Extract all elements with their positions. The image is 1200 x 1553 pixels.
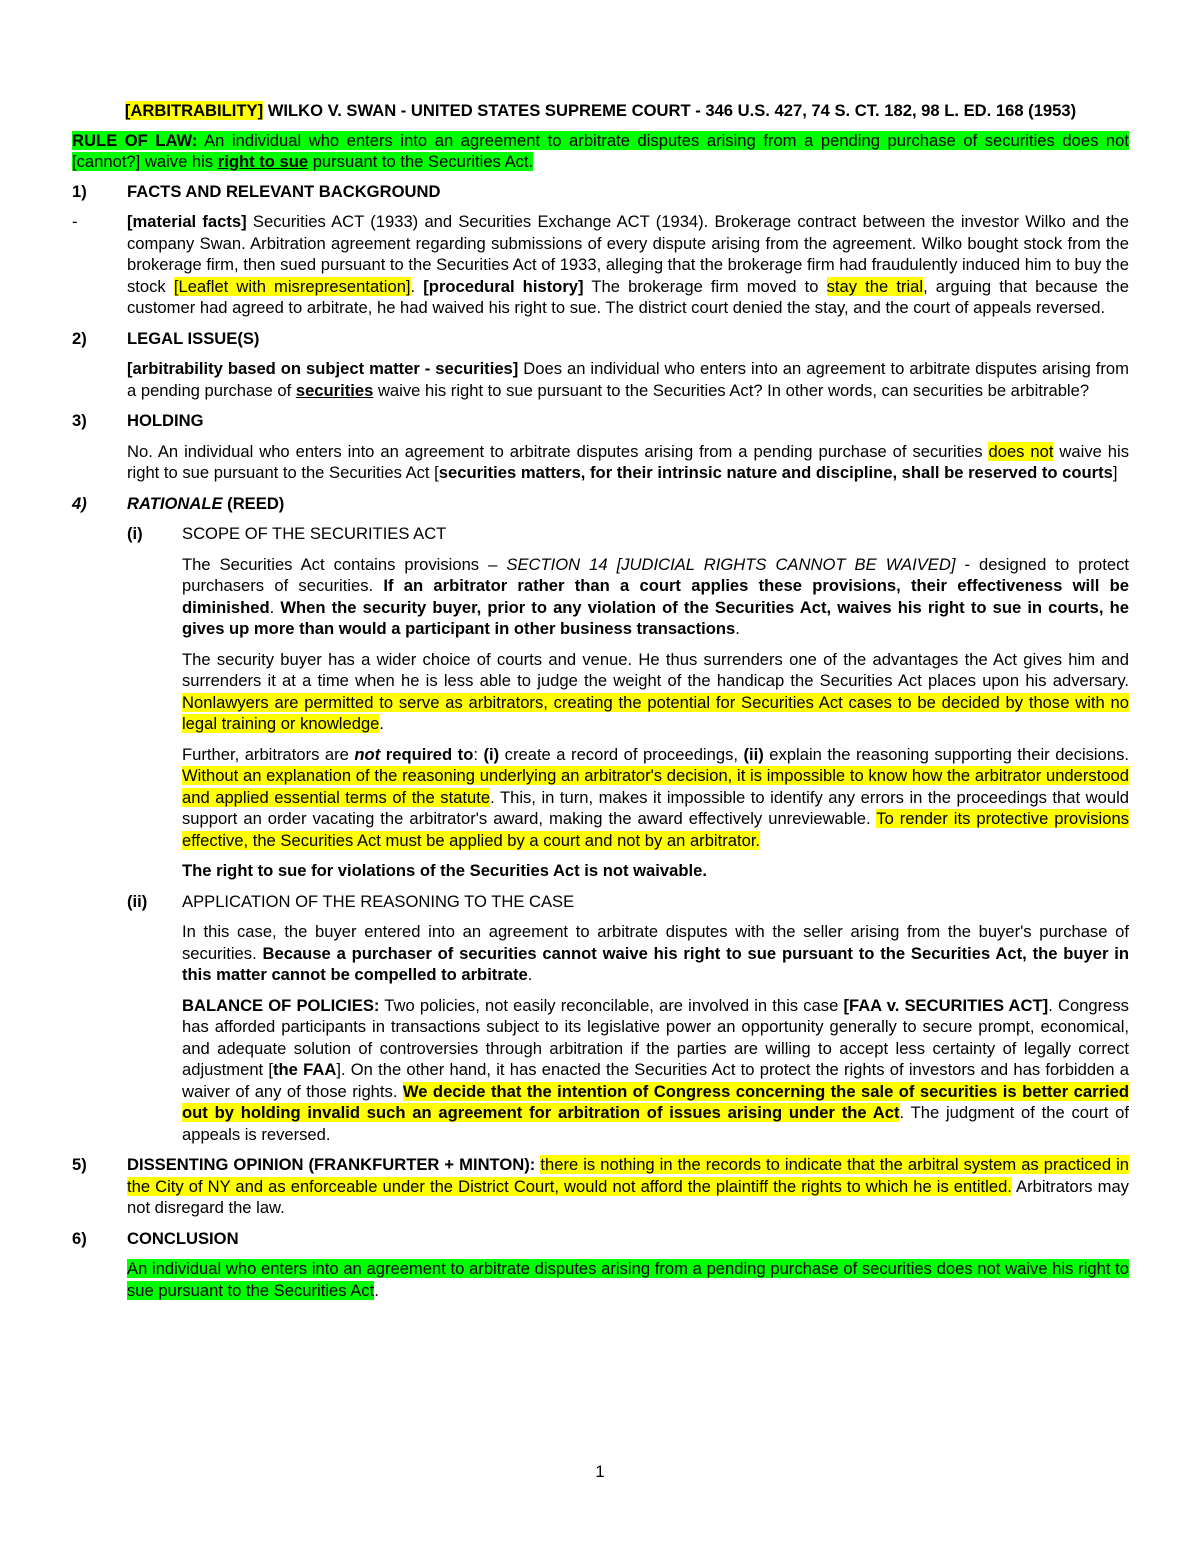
- bold-text: the FAA: [273, 1060, 337, 1079]
- holding-bold: securities matters, for their intrinsic nature and discipline, shall be reserved to courts: [438, 463, 1113, 482]
- bold-text: (ii): [743, 744, 764, 764]
- page-number: 1: [595, 1462, 605, 1481]
- facts-highlight-1: [Leaflet with misrepresentation]: [173, 276, 411, 296]
- holding-text-1: No. An individual who enters into an agreement to arbitrate disputes arising from a pending purchase of securities: [127, 441, 989, 461]
- scope-paragraph-3: [182, 744, 1129, 852]
- text: . This, in turn, makes it impossible to identify any errors in the proceedings that would support an order vacating the arbitrator's award, making the award effectively unreviewable.: [182, 787, 1129, 828]
- text: explain the reasoning supporting their decisions.: [763, 744, 1129, 764]
- bold-text: required to: [380, 744, 474, 764]
- bold-text: When the security buyer, prior to any violation of the Securities Act, waives his right to sue in courts, he gives up more than would a participant in other business transactions: [182, 597, 1129, 638]
- dissent-heading: DISSENTING OPINION (FRANKFURTER + MINTON):: [127, 1155, 536, 1174]
- title-text: WILKO V. SWAN - UNITED STATES SUPREME COURT - 346 U.S. 427, 74 S. CT. 182, 98 L. ED. 168 (1953): [263, 101, 1077, 120]
- issue-underlined: securities: [295, 380, 374, 400]
- section-title: CONCLUSION: [127, 1228, 239, 1248]
- section-number: 2): [72, 328, 87, 348]
- facts-text-2: .: [410, 276, 424, 296]
- facts-tag: [material facts]: [127, 212, 247, 231]
- subsection-number: (ii): [127, 891, 148, 911]
- balance-label: BALANCE OF POLICIES:: [182, 995, 380, 1015]
- rule-text-2: right to sue: [217, 152, 309, 171]
- text: .: [379, 714, 385, 733]
- facts-text-1: Securities ACT (1933) and Securities Exchange ACT (1934). Brokerage contract between the investor Wilko and the company Swan. Arbitration agreement regarding submissions of every dispute arising from the agreement. Wilko bought stock from the brokerage firm, then sued pursuant to the Securities Act of 1933, alleging that the brokerage firm had fraudulently induced him to buy the stock: [127, 212, 1130, 296]
- issue-tag: [arbitrability based on subject matter - securities]: [127, 359, 519, 378]
- text: .: [527, 965, 533, 984]
- text: . The judgment of the court of appeals is reversed.: [182, 1103, 1129, 1144]
- text: create a record of proceedings,: [499, 744, 744, 764]
- procedural-tag: [procedural history]: [423, 276, 584, 296]
- scope-paragraph-2: [182, 649, 1129, 735]
- section-3-heading: [72, 410, 1129, 432]
- highlight: Nonlawyers are permitted to serve as arbitrators, creating the potential for Securities Act cases to be decided by those with no legal training or knowledge: [182, 692, 1129, 733]
- rule-text-1: An individual who enters into an agreement to arbitrate disputes arising from a pending purchase of securities does not [cannot?] waive his: [72, 130, 1129, 171]
- emphasis-not: not: [354, 744, 381, 764]
- application-paragraph-2: [182, 995, 1129, 1146]
- section-number: 3): [72, 411, 87, 430]
- scope-paragraph-1: [182, 554, 1129, 640]
- text: Two policies, not easily reconcilable, are involved in this case: [379, 995, 844, 1015]
- text: The security buyer has a wider choice of courts and venue. He thus surrenders one of the advantages the Act gives him and surrenders it at a time when he is less able to judge the weight of the handicap the Securities Act places upon his adversary.: [182, 649, 1129, 690]
- section-14-ref: SECTION 14 [JUDICIAL RIGHTS CANNOT BE WAIVED]: [506, 554, 956, 574]
- issue-paragraph: [127, 358, 1129, 401]
- holding-text-2: waive his right to sue pursuant to the Securities Act [: [127, 441, 1130, 482]
- case-title: [72, 100, 1129, 122]
- section-2-heading: [72, 328, 1129, 350]
- highlight: there is nothing in the records to indicate that the arbitral system as practiced in the City of NY and as enforceable under the District Court, would not afford the plaintiff the rights to which he is entitled.: [127, 1155, 1130, 1196]
- text: Further, arbitrators are: [182, 744, 355, 764]
- text: Arbitrators may not disregard the law.: [127, 1176, 1129, 1217]
- text: .: [269, 597, 281, 617]
- section-title: LEGAL ISSUE(S): [127, 328, 260, 348]
- rationale-label: RATIONALE: [127, 493, 223, 513]
- rationale-author: (REED): [222, 493, 285, 513]
- facts-paragraph: [127, 211, 1129, 319]
- application-paragraph-1: [182, 921, 1129, 986]
- document-page: [72, 100, 1129, 1310]
- bold-text: Because a purchaser of securities cannot waive his right to sue pursuant to the Securities Act, the buyer in this matter cannot be compelled to arbitrate: [182, 943, 1130, 984]
- facts-text-4: , arguing that because the customer had agreed to arbitrate, he had waived his right to sue. The district court denied the stay, and the court of appeals reversed.: [127, 276, 1129, 317]
- bold-text: (i): [483, 744, 500, 764]
- dash-bullet: -: [72, 212, 78, 231]
- section-number: 6): [72, 1228, 87, 1248]
- section-1-heading: [72, 181, 1129, 203]
- dissent-paragraph: [127, 1154, 1129, 1219]
- section-4-heading: [72, 493, 1129, 515]
- facts-highlight-2: stay the trial: [826, 276, 924, 296]
- text: :: [473, 744, 484, 764]
- holding-paragraph: [127, 441, 1129, 484]
- section-number: 4): [72, 493, 87, 513]
- title-tag: [ARBITRABILITY]: [124, 101, 264, 120]
- text: The Securities Act contains provisions –: [182, 554, 507, 574]
- text: .: [374, 1280, 379, 1300]
- text: In this case, the buyer entered into an agreement to arbitrate disputes with the seller arising from the buyer's purchase of securities.: [182, 922, 1129, 963]
- bold-text: If an arbitrator rather than a court applies these provisions, their effectiveness will be diminished: [182, 576, 1130, 617]
- issue-text-1: Does an individual who enters into an agreement to arbitrate disputes arising from a pending purchase of: [127, 359, 1129, 400]
- text: .: [735, 619, 740, 638]
- subsection-title: SCOPE OF THE SECURITIES ACT: [182, 524, 447, 543]
- facts-text-3: The brokerage firm moved to: [583, 276, 827, 296]
- bold-text: [FAA v. SECURITIES ACT]: [843, 995, 1049, 1015]
- rule-text-3: pursuant to the Securities Act.: [308, 152, 534, 171]
- holding-text-3: ]: [1112, 463, 1118, 482]
- section-title: HOLDING: [127, 411, 204, 430]
- holding-highlight: does not: [988, 441, 1054, 461]
- subsection-ii-heading: [127, 891, 1129, 913]
- highlight: Without an explanation of the reasoning underlying an arbitrator's decision, it is impossible to know how the arbitrator understood and applied essential terms of the statute: [182, 766, 1129, 807]
- conclusion-highlight: An individual who enters into an agreement to arbitrate disputes arising from a pending purchase of securities does not waive his right to sue pursuant to the Securities Act: [127, 1259, 1129, 1300]
- section-number: 1): [72, 181, 87, 201]
- section-1-body: [72, 211, 1129, 319]
- text: ]. On the other hand, it has enacted the Securities Act to protect the rights of investors and has forbidden a waiver of any of those rights.: [182, 1060, 1129, 1101]
- subsection-number: (i): [127, 524, 143, 543]
- scope-conclusion: The right to sue for violations of the Securities Act is not waivable.: [182, 861, 707, 880]
- text: . Congress has afforded participants in transactions subject to its legislative power an opportunity generally to secure prompt, economical, and adequate solution of controversies through arbitration if the parties are willing to accept less certainty of legally correct adjustment [: [182, 995, 1129, 1079]
- rule-label: RULE OF LAW:: [72, 130, 198, 150]
- section-number: 5): [72, 1155, 87, 1174]
- highlight: To render its protective provisions effective, the Securities Act must be applied by a court and not by an arbitrator.: [182, 809, 1129, 850]
- section-title: FACTS AND RELEVANT BACKGROUND: [127, 181, 441, 201]
- conclusion-paragraph: [127, 1258, 1129, 1301]
- issue-text-2: waive his right to sue pursuant to the Securities Act? In other words, can securities be arbitrable?: [373, 380, 1090, 400]
- subsection-i-heading: [127, 523, 1129, 545]
- rule-of-law: [72, 130, 1129, 173]
- subsection-title: APPLICATION OF THE REASONING TO THE CASE: [182, 891, 575, 911]
- highlight-bold: We decide that the intention of Congress concerning the sale of securities is better carried out by holding invalid such an agreement for arbitration of issues arising under the Act: [182, 1081, 1130, 1122]
- section-6-heading: [72, 1228, 1129, 1250]
- text: - designed to protect purchasers of securities.: [182, 554, 1130, 595]
- section-5: [72, 1154, 1129, 1219]
